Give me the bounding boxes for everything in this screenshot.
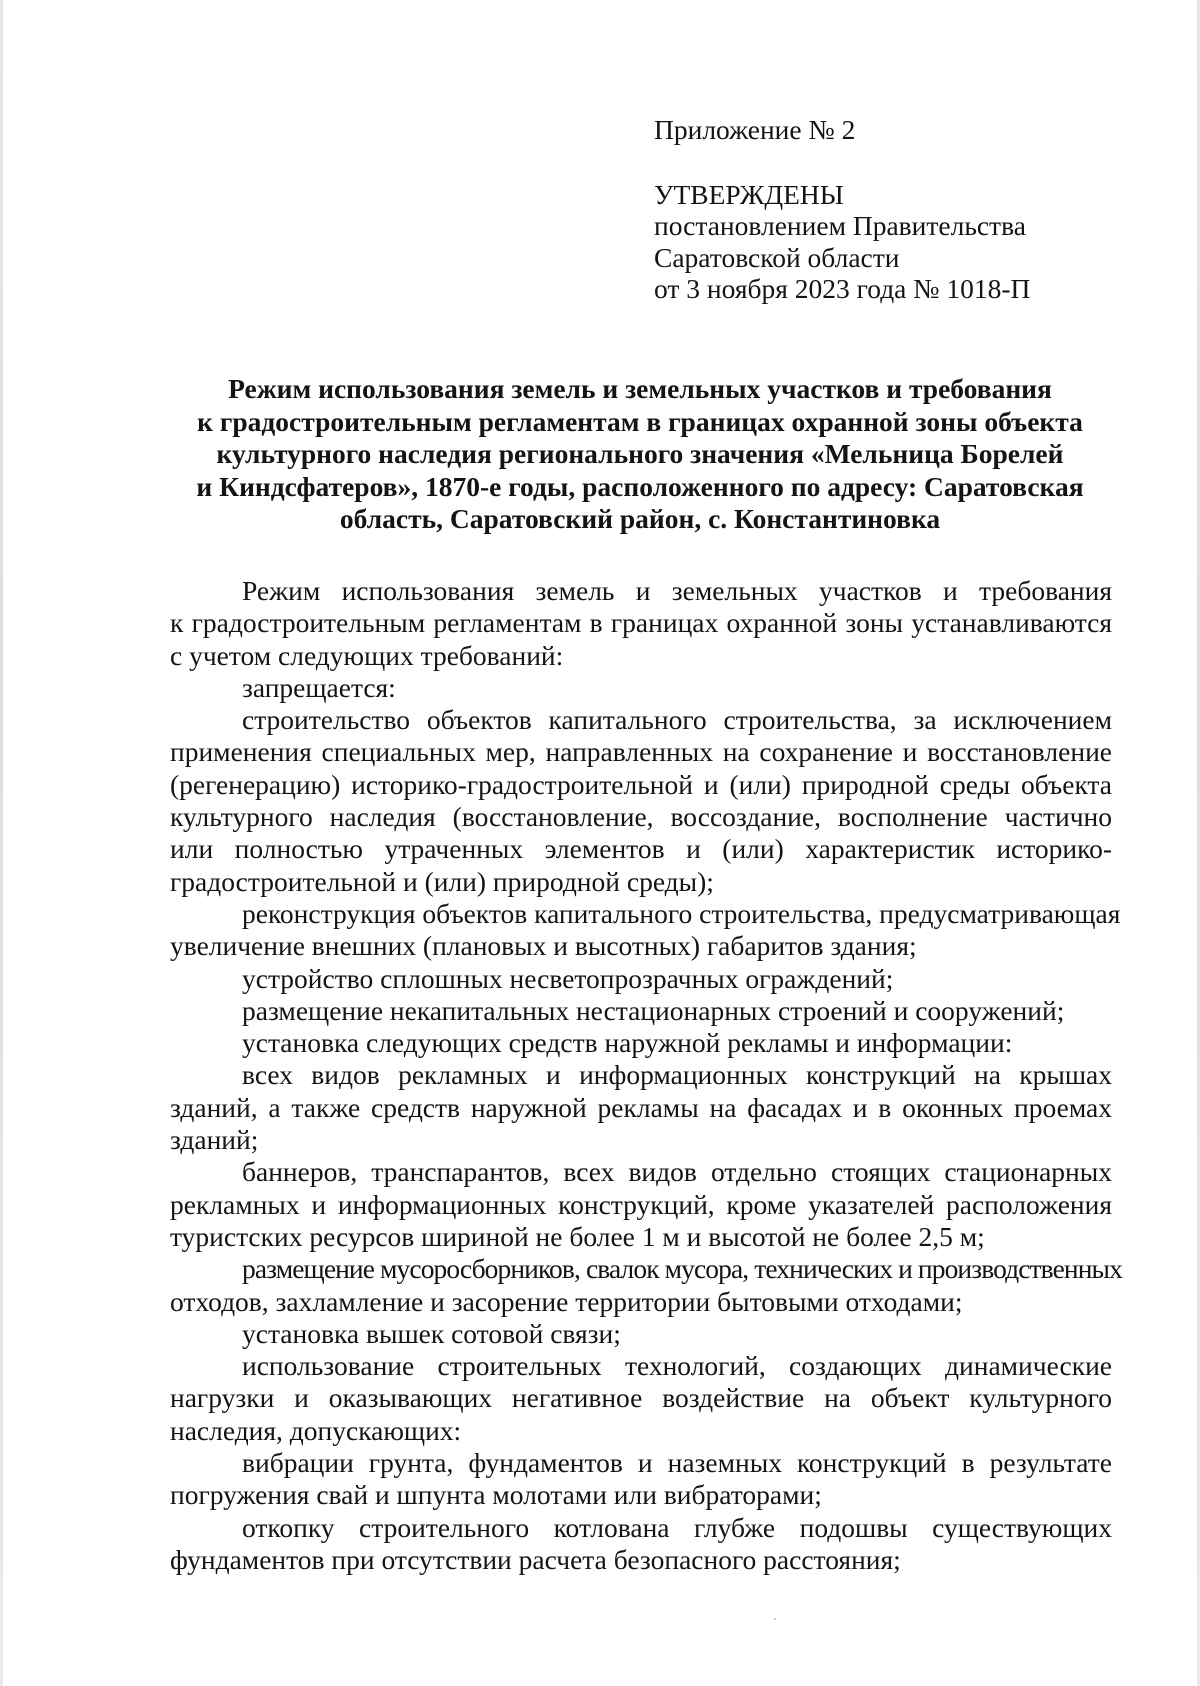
text-line: туристских ресурсов шириной не более 1 м и высотой не более 2,5 м; xyxy=(170,1220,985,1252)
title-line: культурного наследия регионального значения «Мельница Борелей xyxy=(216,438,1064,469)
paragraph-cell-towers xyxy=(170,1318,1112,1350)
paragraph-roof-advertising xyxy=(170,1059,1112,1156)
text-line: отходов, захламление и засорение территории бытовыми отходами; xyxy=(170,1285,963,1317)
text-line: градостроительной и (или) природной среды); xyxy=(170,865,714,897)
text-line: погружения свай и шпунта молотами или вибраторами; xyxy=(170,1479,822,1511)
paragraph-fences xyxy=(170,963,1112,995)
paragraph-reconstruction xyxy=(170,897,1121,963)
title-line: к градостроительным регламентам в границах охранной зоны объекта xyxy=(197,405,1083,437)
text-line: запрещается: xyxy=(242,671,396,703)
approved-label: УТВЕРЖДЕНЫ xyxy=(654,178,844,210)
text-line: вибрации грунта, фундаментов и наземных конструкций в результате xyxy=(242,1447,1112,1479)
paragraph-advertising xyxy=(170,1027,1112,1059)
text-line: нагрузки и оказывающих негативное воздействие на объект культурного xyxy=(170,1382,1112,1414)
text-line: рекламных и информационных конструкций, кроме указателей расположения xyxy=(170,1188,1112,1220)
approved-by-line-2: Саратовской области xyxy=(654,241,900,273)
appendix-number: Приложение № 2 xyxy=(654,114,856,145)
document-title xyxy=(160,373,1120,536)
text-line: устройство сплошных несветопрозрачных ограждений; xyxy=(242,962,894,994)
text-line: применения специальных мер, направленных на сохранение и восстановление xyxy=(170,736,1112,768)
text-line: зданий; xyxy=(170,1124,259,1156)
text-line: строительство объектов капитального строительства, за исключением xyxy=(242,704,1112,736)
title-line: область, Саратовский район, с. Константиновка xyxy=(339,503,941,534)
approval-block xyxy=(654,114,1134,305)
text-line: установка вышек сотовой связи; xyxy=(242,1317,621,1349)
paragraph-intro xyxy=(170,575,1112,672)
paragraph-excavation xyxy=(170,1512,1112,1577)
text-line: использование строительных технологий, создающих динамические xyxy=(242,1350,1112,1382)
scan-edge-left xyxy=(0,0,3,1686)
text-line: культурного наследия (восстановление, воссоздание, восполнение частично xyxy=(170,801,1112,833)
approval-spacer xyxy=(654,146,1134,179)
text-line: (регенерацию) историко-градостроительной и (или) природной среды объекта xyxy=(170,768,1112,800)
paragraph-banners xyxy=(170,1156,1112,1253)
paragraph-waste xyxy=(170,1253,1122,1318)
document-body xyxy=(170,575,1122,1576)
text-line: зданий, а также средств наружной рекламы на фасадах и в оконных проемах xyxy=(170,1091,1112,1123)
paragraph-vibration xyxy=(170,1447,1112,1512)
scan-speck xyxy=(774,1618,776,1620)
text-line: установка следующих средств наружной рекламы и информации: xyxy=(242,1027,1013,1059)
approval-date-number: от 3 ноября 2023 года № 1018-П xyxy=(654,273,1031,304)
text-line: или полностью утраченных элементов и (или) характеристик историко- xyxy=(170,833,1112,865)
paragraph-construction xyxy=(170,704,1112,898)
text-line: наследия, допускающих: xyxy=(170,1414,462,1446)
text-line: с учетом следующих требований: xyxy=(170,639,564,671)
text-line: всех видов рекламных и информационных конструкций на крышах xyxy=(242,1059,1112,1091)
text-line: фундаментов при отсутствии расчета безопасного расстояния; xyxy=(170,1543,901,1575)
paragraph-prohibited xyxy=(170,672,1112,704)
text-line: откопку строительного котлована глубже подошвы существующих xyxy=(242,1511,1112,1543)
text-line: размещение мусоросборников, свалок мусора, технических и производственных xyxy=(242,1253,1122,1285)
text-line: увеличение внешних (плановых и высотных) габаритов здания; xyxy=(170,930,917,962)
title-line: Режим использования земель и земельных участков и требования xyxy=(228,373,1052,404)
text-line: реконструкция объектов капитального строительства, предусматривающая xyxy=(242,897,1121,929)
title-line: и Киндсфатеров», 1870-е годы, расположенного по адресу: Саратовская xyxy=(196,470,1084,502)
paragraph-technologies xyxy=(170,1350,1112,1447)
paragraph-temporary-structures xyxy=(170,995,1112,1027)
approved-by-line-1: постановлением Правительства xyxy=(654,210,1026,241)
text-line: к градостроительным регламентам в границах охранной зоны устанавливаются xyxy=(170,607,1112,639)
text-line: размещение некапитальных нестационарных строений и сооружений; xyxy=(242,994,1065,1026)
text-line: Режим использования земель и земельных участков и требования xyxy=(242,575,1112,606)
text-line: баннеров, транспарантов, всех видов отдельно стоящих стационарных xyxy=(242,1156,1112,1188)
